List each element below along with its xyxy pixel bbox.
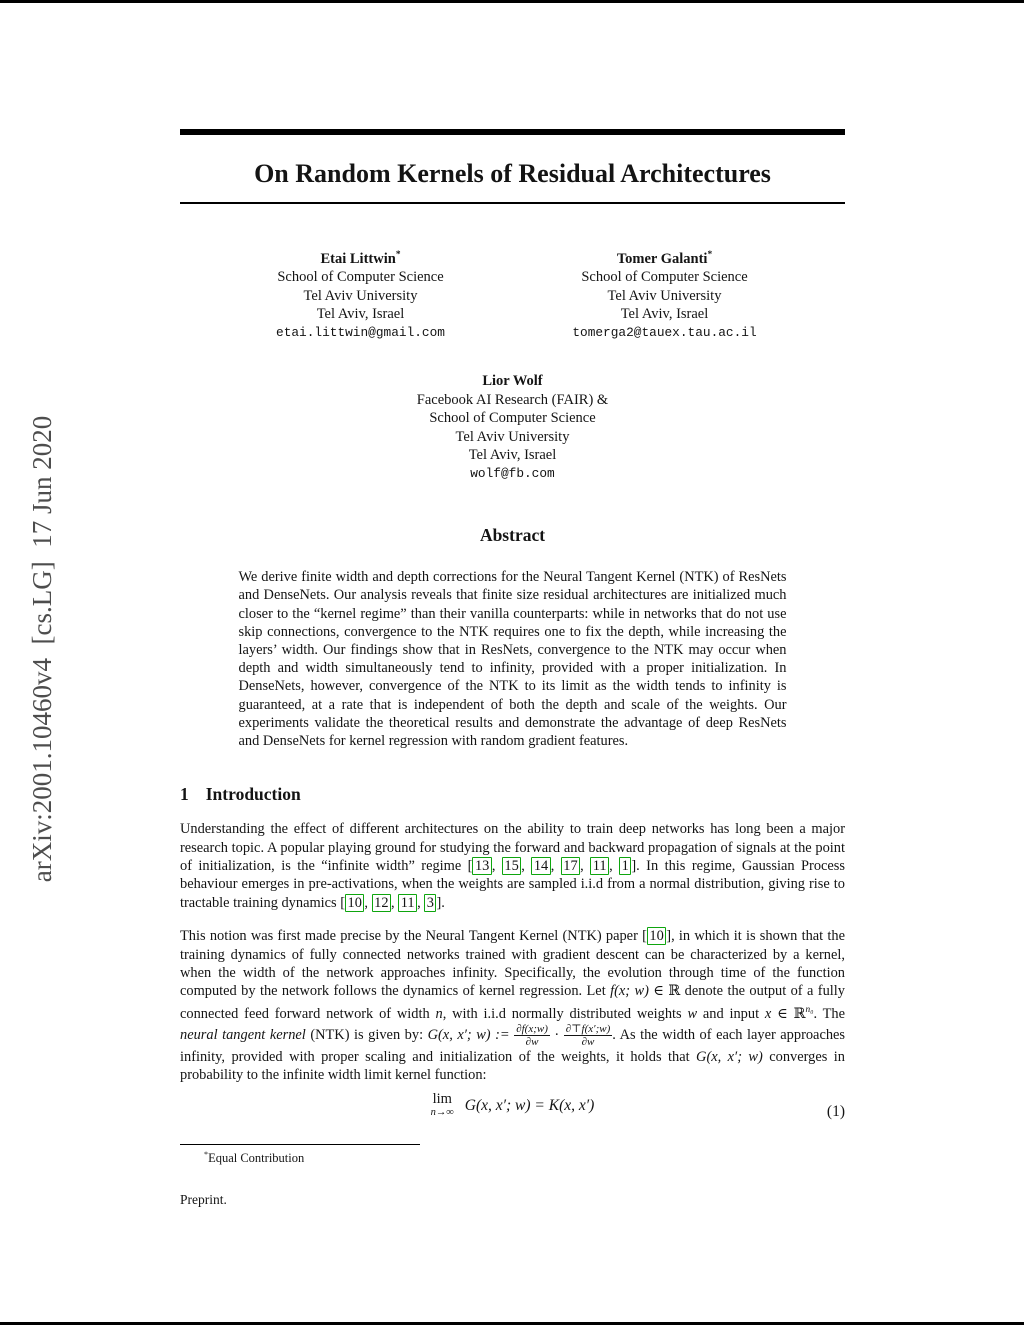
text-run: , [550,858,561,874]
author-affiliation-line: Tel Aviv, Israel [620,306,709,323]
text-run: ], in which it is shown that the training dynamics of fully connected networks trained with gradient descent can be characterized by a kernel, when the width of the network approaches infinity. Specifically, the evolution through time of the function computed by the network follows the dynamics of kernel regression. Let [180,928,845,1000]
text-run: This notion was first made precise by the Neural Tangent Kernel (NTK) paper [ [180,928,647,945]
equation-body: G(x, x′; w) = K(x, x′) [464,1096,595,1114]
citation-link[interactable]: 10 [345,894,364,912]
author-affiliation-line: Tel Aviv, Israel [468,447,557,464]
math-inline: x [764,1005,772,1022]
math-inline: f(x; w) [610,983,649,1000]
math-inline: G(x, x′; w) [696,1049,763,1066]
paper-content [180,0,845,1208]
author-name-text: Etai Littwin [320,250,396,267]
text-run: (NTK) is given by: [305,1027,428,1044]
section-heading [180,784,845,805]
text-run: · [549,1027,564,1044]
author-affiliation-line: Tel Aviv University [303,287,418,304]
math-inline: n [435,1005,443,1022]
author-affiliation-line: School of Computer Science [581,269,748,286]
text-run: , [417,894,425,911]
equal-contribution-mark: * [395,250,401,260]
paragraph-1 [180,820,845,912]
arxiv-watermark: arXiv:2001.10460v4 [cs.LG] 17 Jun 2020 [27,415,57,883]
text-run: , [391,894,399,911]
title-rule-bottom [180,202,845,204]
citation-link[interactable]: 11 [590,857,609,875]
citation-link[interactable]: 3 [424,894,436,912]
footnote-text: Equal Contribution [208,1151,305,1166]
limit-operator [430,1090,454,1119]
inline-fraction [514,1023,550,1048]
fraction-denominator: ∂w [581,1036,595,1049]
fraction-numerator: ∂f(x;w) [516,1023,548,1036]
text-run: . As the width of each layer approaches infinity, provided with proper scaling and initialization of the weights, it holds that [180,1027,846,1066]
author-block-3 [379,368,647,483]
footnote-rule [180,1144,420,1145]
math-inline: w [687,1005,698,1022]
text-run: , [609,858,620,874]
author-affiliation-line: Tel Aviv, Israel [316,306,405,323]
preprint-label: Preprint. [180,1192,227,1208]
paper-title: On Random Kernels of Residual Architectures [254,159,771,188]
text-run: and input [697,1005,765,1022]
author-block-2 [531,246,799,342]
author-name-text: Lior Wolf [482,373,543,390]
text-run: ]. In this regime, Gaussian Process behaviour emerges in pre-activations, when the weights are sampled i.i.d from a normal distribution, giving rise to tractable training dynamics [ [180,858,845,911]
abstract-heading: Abstract [479,525,546,546]
author-block-1 [227,246,495,342]
citation-link[interactable]: 11 [398,894,417,912]
equal-contribution-mark: * [707,250,713,260]
citation-link[interactable]: 15 [502,857,521,875]
math-inline: G(x, x′; w) := [427,1027,515,1044]
equation-1 [180,1090,845,1131]
fraction-numerator: ∂⊤f(x′;w) [565,1023,611,1036]
superscript-text: n₀ [805,1004,814,1015]
author-name [531,246,799,268]
text-run: ]. [436,894,445,911]
author-affiliation-line: Tel Aviv University [455,428,570,445]
title-rule-top [180,129,845,135]
text-run: . The [813,1005,845,1022]
emphasis-text: neural tangent kernel [180,1027,306,1044]
author-name-text: Tomer Galanti [616,250,708,267]
text-run: Understanding the effect of different architectures on the ability to train deep networks has long been a major research topic. A popular playing ground for studying the forward and backward propagation of signals at the point of initialization, is the “infinite width” regime [ [180,821,845,874]
citation-link[interactable]: 1 [619,857,631,875]
author-affiliation-line: Tel Aviv University [607,287,722,304]
author-email: wolf@fb.com [470,465,555,481]
author-email: tomerga2@tauex.tau.ac.il [572,324,757,340]
abstract-text: We derive finite width and depth corrections for the Neural Tangent Kernel (NTK) of ResNets and DenseNets. Our analysis reveals that finite size residual architectures are initialized much closer to the “kernel regime” than their vanilla counterparts: while in networks that do not use skip connections, convergence to the NTK requires one to fix the depth, while increasing the layers’ width. Our findings show that in ResNets, convergence to the NTK may occur when depth and width simultaneously tend to infinity, provided with a proper initialization. In DenseNets, however, convergence of the NTK to its limit as the width tends to infinity is guaranteed, at a rate that is independent of both the depth and scale of the weights. Our experiments validate the theoretical results and demonstrate the advantage of deep ResNets and DenseNets for kernel regression with random gradient features. [238,569,787,749]
author-affiliation-line: School of Computer Science [429,410,596,427]
equation-number: (1) [826,1102,845,1120]
author-name [379,368,647,390]
citation-link[interactable]: 10 [647,927,666,945]
text-run: ∈ ℝ [771,1005,806,1022]
citation-link[interactable]: 14 [531,857,550,875]
author-email: etai.littwin@gmail.com [276,324,445,340]
paragraph-2 [180,927,845,1085]
text-run: converges in probability to the infinite width limit kernel function: [180,1049,845,1084]
limit-op-text: lim [432,1090,452,1107]
fraction-denominator: ∂w [525,1036,539,1049]
citation-link[interactable]: 13 [472,857,491,875]
text-run: , [521,858,532,874]
inline-fraction [564,1023,612,1048]
author-affiliation-line: Facebook AI Research (FAIR) & [416,391,609,408]
text-run: , [580,858,591,874]
section-number: 1 [180,784,189,805]
text-run: ∈ ℝ denote the output of a fully connected feed forward network of width [180,983,845,1022]
authors-row [180,246,845,342]
citation-link[interactable]: 17 [561,857,580,875]
text-run: , with i.i.d normally distributed weights [442,1005,688,1022]
author-name [227,246,495,268]
section-title: Introduction [205,784,301,805]
text-run: , [491,858,502,874]
citation-link[interactable]: 12 [372,894,391,912]
author-affiliation-line: School of Computer Science [277,269,444,286]
footnote-mark: * [204,1149,209,1159]
text-run: , [364,894,372,911]
equal-contribution-footnote [180,1150,845,1166]
limit-subscript: n→∞ [430,1106,454,1118]
